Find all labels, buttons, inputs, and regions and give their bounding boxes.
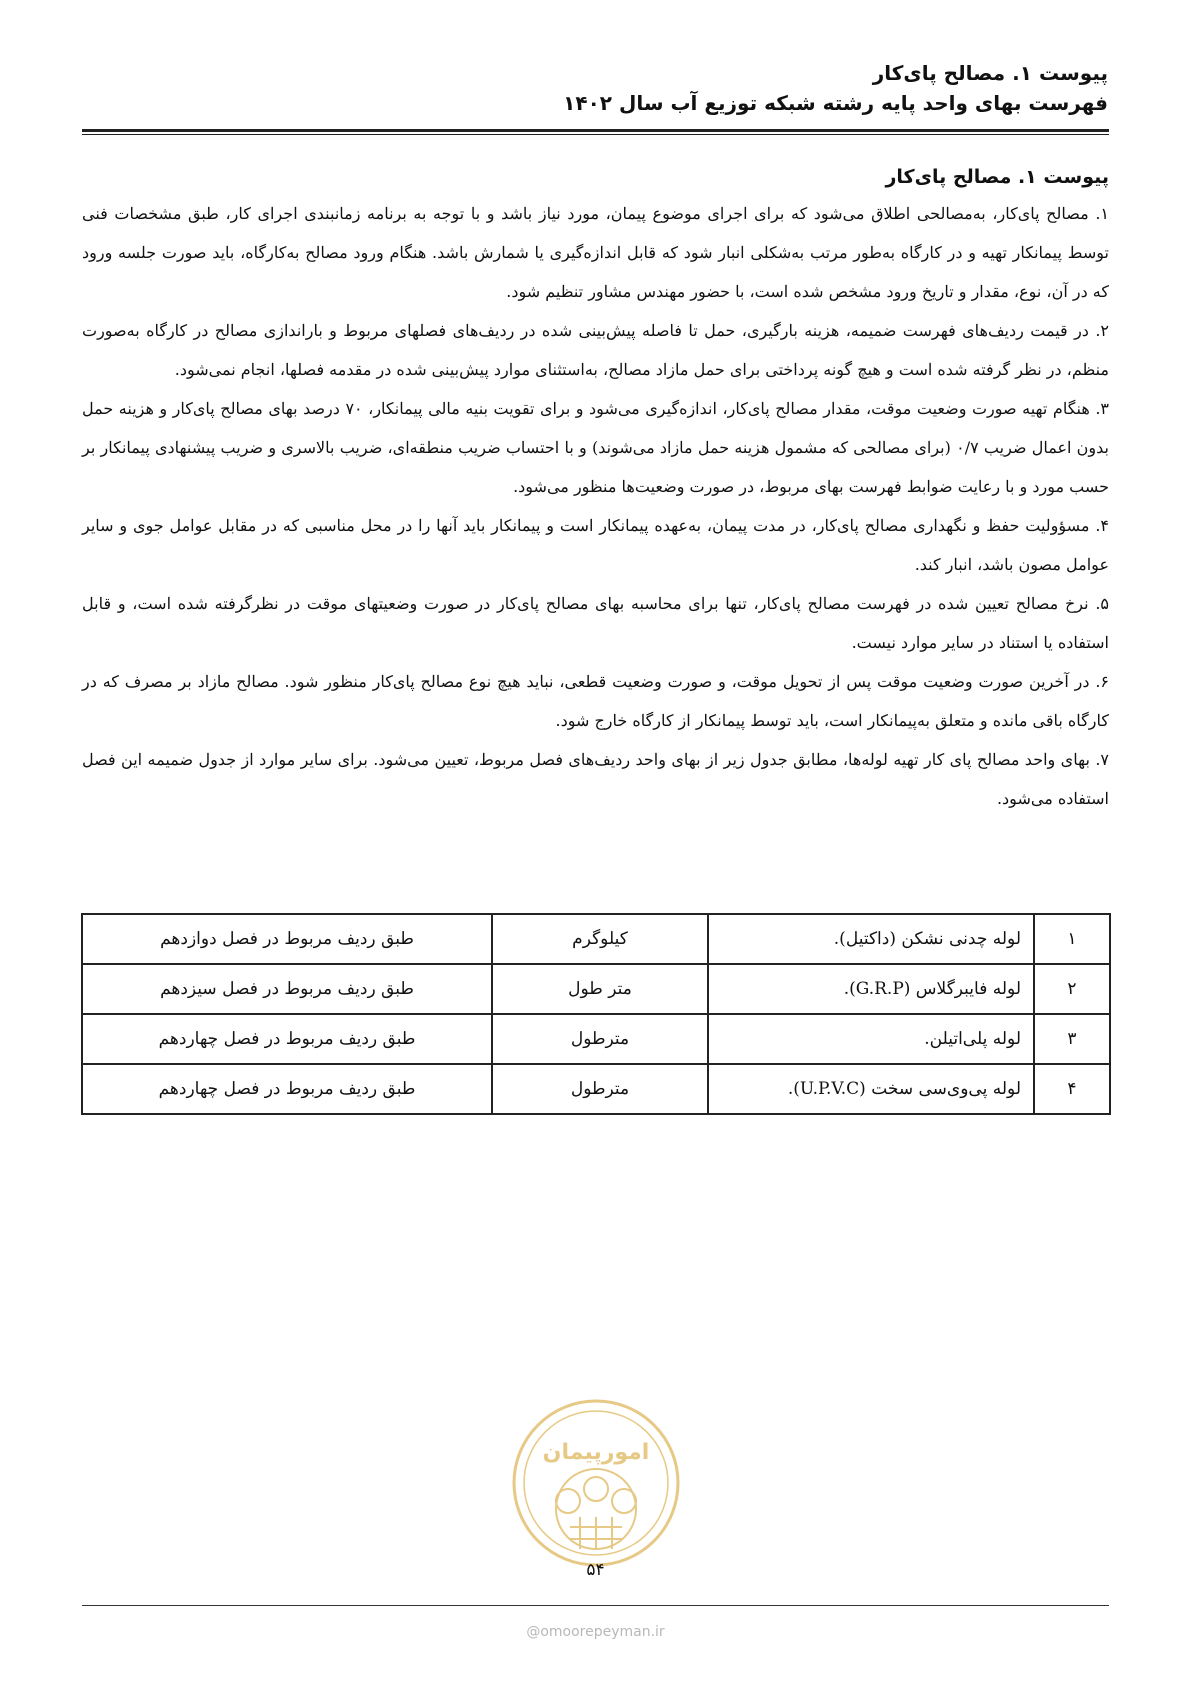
page-header xyxy=(82,58,1108,118)
paragraph-5: ۵. نرخ مصالح تعیین شده در فهرست مصالح پای‌کار، تنها برای محاسبه بهای مصالح پای‌کار در صورت وضعیتهای موقت در نظرگرفته شده است، و قابل استفاده یا استناد در سایر موارد نیست. xyxy=(82,594,1109,652)
seal-text: امورپیمان xyxy=(542,1440,650,1465)
row-item: لوله فایبرگلاس (G.R.P). xyxy=(708,964,1034,1014)
paragraph-2: ۲. در قیمت ردیف‌های فهرست ضمیمه، هزینه بارگیری، حمل تا فاصله پیش‌بینی شده در ردیف‌های فصلهای مربوط و باراندازی مصالح در کارگاه به‌صورت منظم، در نظر گرفته شده است و هیچ گونه پرداختی برای حمل مازاد مصالح، به‌استثنای موارد پیش‌بینی شده در مقدمه فصلها، انجام نمی‌شود. xyxy=(82,321,1109,379)
header-rule-thick xyxy=(82,129,1109,132)
section-title: پیوست ۱. مصالح پای‌کار xyxy=(885,166,1109,188)
table-row xyxy=(82,914,1110,964)
header-title-line2: فهرست بهای واحد پایه رشته شبکه توزیع آب سال ۱۴۰۲ xyxy=(563,91,1108,115)
row-item: لوله پلی‌اتیلن. xyxy=(708,1014,1034,1064)
row-number: ۴ xyxy=(1034,1064,1110,1114)
table-row xyxy=(82,964,1110,1014)
row-reference: طبق ردیف مربوط در فصل دوازدهم xyxy=(82,914,492,964)
table-row xyxy=(82,1014,1110,1064)
row-unit: مترطول xyxy=(492,1014,708,1064)
paragraph-1: ۱. مصالح پای‌کار، به‌مصالحی اطلاق می‌شود که برای اجرای موضوع پیمان، مورد نیاز باشد و با توجه به برنامه زمانبندی اجرای کار، طبق مشخصات فنی توسط پیمانکار تهیه و در کارگاه به‌طور مرتب به‌شکلی انبار شود که قابل اندازه‌گیری یا شمارش باشد. هنگام ورود مصالح به‌کارگاه، باید صورت جلسه ورود که در آن، نوع، مقدار و تاریخ ورود مشخص شده است، با حضور مهندس مشاور تنظیم شود. xyxy=(82,204,1109,301)
paragraph-4: ۴. مسؤولیت حفظ و نگهداری مصالح پای‌کار، در مدت پیمان، به‌عهده پیمانکار است و پیمانکار باید آنها را در محل مناسبی که در مقابل عوامل جوی و سایر عوامل مصون باشد، انبار کند. xyxy=(82,516,1109,574)
page-number: ۵۴ xyxy=(586,1560,605,1580)
row-reference: طبق ردیف مربوط در فصل چهاردهم xyxy=(82,1014,492,1064)
row-unit: مترطول xyxy=(492,1064,708,1114)
row-unit: متر طول xyxy=(492,964,708,1014)
row-item: لوله پی‌وی‌سی سخت (U.P.V.C). xyxy=(708,1064,1034,1114)
header-title-line1: پیوست ۱. مصالح پای‌کار xyxy=(872,61,1108,85)
paragraph-6: ۶. در آخرین صورت وضعیت موقت پس از تحویل موقت، و صورت وضعیت قطعی، نباید هیچ نوع مصالح پای‌کار منظور شود. مصالح مازاد بر مصرف که در کارگاه باقی مانده و متعلق به‌پیمانکار است، باید توسط پیمانکار از کارگاه خارج شود. xyxy=(82,672,1109,730)
row-reference: طبق ردیف مربوط در فصل سیزدهم xyxy=(82,964,492,1014)
row-number: ۳ xyxy=(1034,1014,1110,1064)
footer-rule xyxy=(82,1605,1109,1606)
row-reference: طبق ردیف مربوط در فصل چهاردهم xyxy=(82,1064,492,1114)
table-row xyxy=(82,1064,1110,1114)
row-number: ۱ xyxy=(1034,914,1110,964)
seal-logo-icon xyxy=(510,1397,682,1569)
watermark-text: @omoorepeyman.ir xyxy=(526,1624,665,1640)
row-unit: کیلوگرم xyxy=(492,914,708,964)
row-item: لوله چدنی نشکن (داکتیل). xyxy=(708,914,1034,964)
row-number: ۲ xyxy=(1034,964,1110,1014)
header-rule-thin xyxy=(82,134,1109,135)
paragraph-3: ۳. هنگام تهیه صورت وضعیت موقت، مقدار مصالح پای‌کار، اندازه‌گیری می‌شود و برای تقویت بنیه مالی پیمانکار، ۷۰ درصد بهای مصالح پای‌کار و هزینه حمل بدون اعمال ضریب ۰/۷ (برای مصالحی که مشمول هزینه حمل مازاد می‌شوند) و با احتساب ضریب منطقه‌ای، ضریب بالاسری و ضریب پیشنهادی پیمانکار بر حسب مورد و با رعایت ضوابط فهرست بهای مربوط، در صورت وضعیت‌ها منظور می‌شود. xyxy=(82,399,1110,496)
pipe-materials-table xyxy=(81,913,1111,1115)
section-body xyxy=(82,160,1109,818)
paragraph-7: ۷. بهای واحد مصالح پای کار تهیه لوله‌ها، مطابق جدول زیر از بهای واحد ردیف‌های فصل مربوط، تعیین می‌شود. برای سایر موارد از جدول ضمیمه این فصل استفاده می‌شود. xyxy=(82,750,1110,808)
